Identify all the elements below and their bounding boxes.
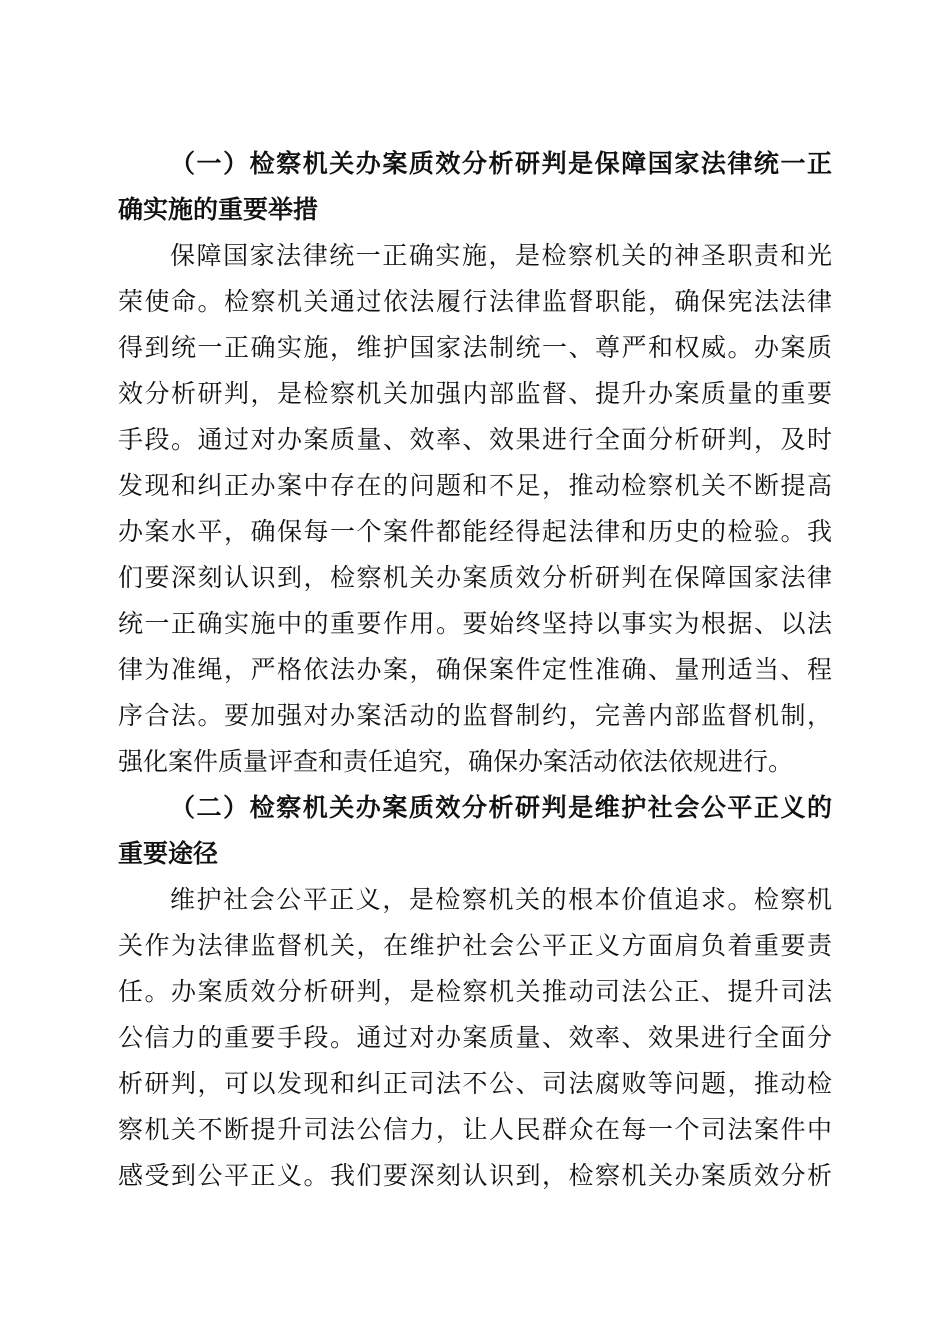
section-1-paragraph-line: 序合法。要加强对办案活动的监督制约，完善内部监督机制， — [118, 701, 832, 730]
section-2-paragraph-line: 公信力的重要手段。通过对办案质量、效率、效果进行全面分 — [118, 1023, 832, 1052]
section-1-heading-line-1: （一）检察机关办案质效分析研判是保障国家法律统一正 — [170, 149, 832, 178]
section-2-heading-line-1: （二）检察机关办案质效分析研判是维护社会公平正义的 — [170, 793, 832, 822]
section-1-paragraph-line: 发现和纠正办案中存在的问题和不足，推动检察机关不断提高 — [118, 471, 832, 500]
section-1-paragraph-line: 保障国家法律统一正确实施，是检察机关的神圣职责和光 — [170, 241, 832, 270]
section-1-paragraph-line: 律为准绳，严格依法办案，确保案件定性准确、量刑适当、程 — [118, 655, 832, 684]
section-1-paragraph-line: 效分析研判，是检察机关加强内部监督、提升办案质量的重要 — [118, 379, 832, 408]
section-2-paragraph-line: 感受到公平正义。我们要深刻认识到，检察机关办案质效分析 — [118, 1161, 832, 1190]
section-2-heading-line-2: 重要途径 — [118, 839, 219, 868]
section-1-paragraph-line: 强化案件质量评查和责任追究，确保办案活动依法依规进行。 — [118, 747, 794, 776]
section-1-paragraph-line: 手段。通过对办案质量、效率、效果进行全面分析研判，及时 — [118, 425, 832, 454]
section-2-paragraph-line: 析研判，可以发现和纠正司法不公、司法腐败等问题，推动检 — [118, 1069, 832, 1098]
section-1-paragraph-line: 办案水平，确保每一个案件都能经得起法律和历史的检验。我 — [118, 517, 832, 546]
section-1-heading-line-2: 确实施的重要举措 — [118, 195, 319, 224]
section-2-paragraph-line: 维护社会公平正义，是检察机关的根本价值追求。检察机 — [170, 885, 832, 914]
section-1-paragraph-line: 得到统一正确实施，维护国家法制统一、尊严和权威。办案质 — [118, 333, 832, 362]
section-1-paragraph-line: 荣使命。检察机关通过依法履行法律监督职能，确保宪法法律 — [118, 287, 832, 316]
section-2-paragraph-line: 关作为法律监督机关，在维护社会公平正义方面肩负着重要责 — [118, 931, 832, 960]
section-2-paragraph-line: 任。办案质效分析研判，是检察机关推动司法公正、提升司法 — [118, 977, 832, 1006]
section-2-paragraph-line: 察机关不断提升司法公信力，让人民群众在每一个司法案件中 — [118, 1115, 832, 1144]
section-1-paragraph-line: 统一正确实施中的重要作用。要始终坚持以事实为根据、以法 — [118, 609, 832, 638]
section-1-paragraph-line: 们要深刻认识到，检察机关办案质效分析研判在保障国家法律 — [118, 563, 832, 592]
